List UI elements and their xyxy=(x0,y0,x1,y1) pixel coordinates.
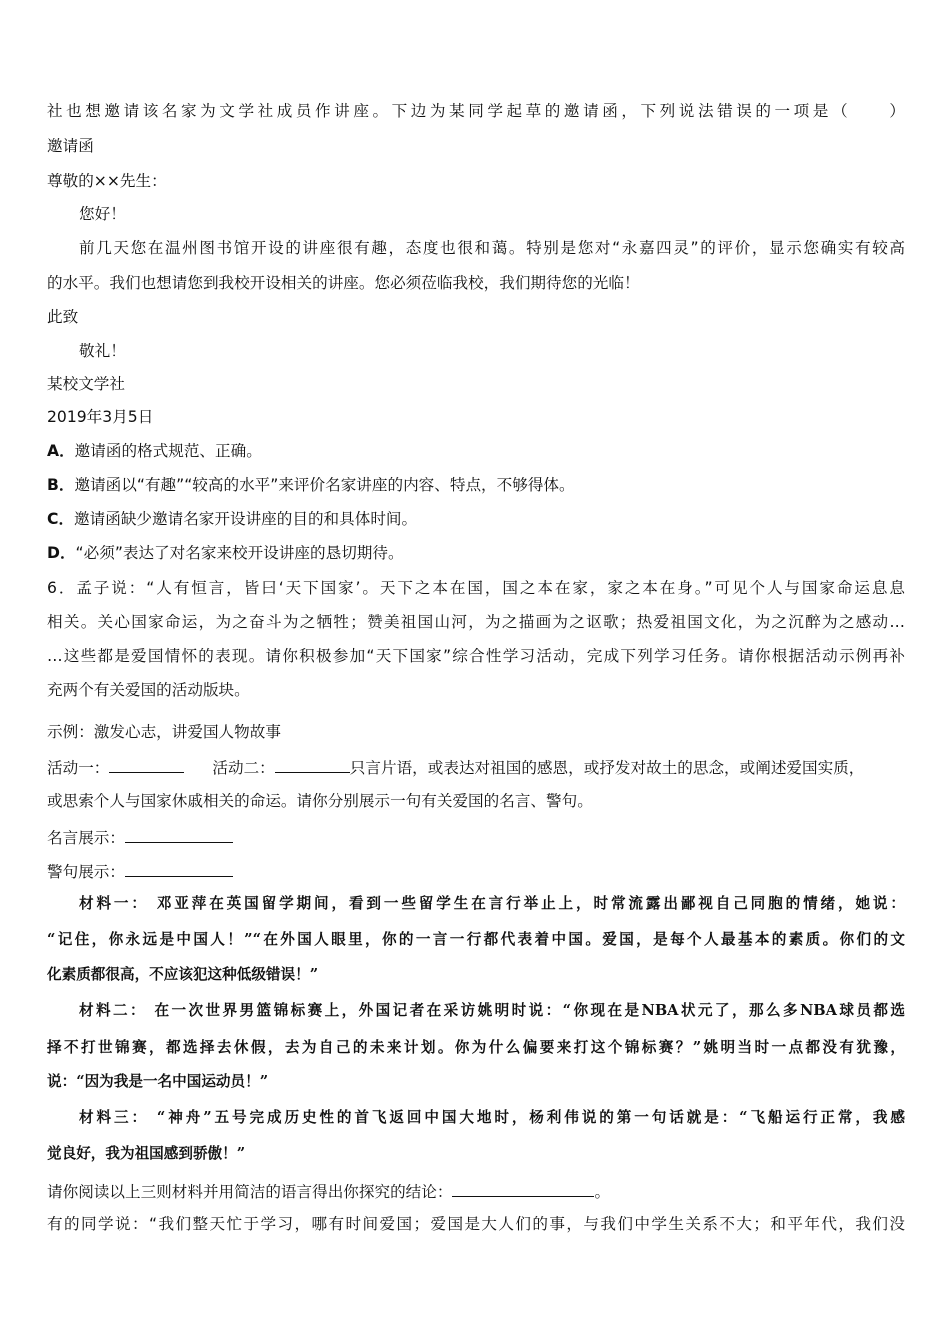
activity-1-blank[interactable] xyxy=(109,756,184,773)
option-c xyxy=(47,509,905,529)
letter-date: 2019年3月5日 xyxy=(47,408,154,426)
warning-row xyxy=(47,860,905,882)
letter-title: 邀请函 xyxy=(47,137,94,155)
conclusion-end: 。 xyxy=(594,1183,611,1201)
option-a xyxy=(47,441,905,461)
option-text: “必须”表达了对名家来校开设讲座的恳切期待。 xyxy=(75,544,404,562)
material-2-line-2: 择不打世锦赛，都选择去休假，去为自己的未来计划。你为什么偏要来打这个锦标赛？”姚明当时一点都没有犹豫， xyxy=(47,1039,905,1056)
material-2-line-1: 材料二： 在一次世界男篮锦标赛上，外国记者在采访姚明时说：“你现在是NBA状元了，那么多NBA球员都选 xyxy=(79,1002,905,1019)
q6-line-2: 相关。关心国家命运，为之奋斗为之牺牲；赞美祖国山河，为之描画为之讴歌；热爱祖国文化，为之沉醉为之感动… xyxy=(47,613,905,631)
letter-salutation: 尊敬的××先生： xyxy=(47,172,167,190)
material-3-line-2: 觉良好，我为祖国感到骄傲！” xyxy=(47,1145,246,1162)
option-letter: A． xyxy=(47,442,75,460)
option-b xyxy=(47,475,905,495)
letter-signature: 某校文学社 xyxy=(47,375,125,393)
material-1-line-2: “记住，你永远是中国人！”“在外国人眼里，你的一言一行都代表着中国。爱国，是每个人最基本的素质。你们的文 xyxy=(47,931,905,948)
warning-blank[interactable] xyxy=(125,860,233,877)
q6-example: 示例：激发心志，讲爱国人物故事 xyxy=(47,723,281,741)
quote-row xyxy=(47,826,905,848)
conclusion-row xyxy=(47,1180,905,1202)
option-d xyxy=(47,543,905,563)
activity-text: 只言片语，或表达对祖国的感恩，或抒发对故土的思念，或阐述爱国实质， xyxy=(349,759,865,777)
activity-1-label: 活动一： xyxy=(47,759,110,777)
last-line: 有的同学说：“我们整天忙于学习，哪有时间爱国；爱国是大人们的事，与我们中学生关系不大；和平年代，我们没 xyxy=(47,1215,905,1233)
material-1-line-1: 材料一： 邓亚萍在英国留学期间，看到一些留学生在言行举止上，时常流露出鄙视自己同胞的情绪，她说： xyxy=(79,895,905,912)
activity-2-blank[interactable] xyxy=(275,756,350,773)
conclusion-blank[interactable] xyxy=(452,1180,594,1197)
letter-body-2: 的水平。我们也想请您到我校开设相关的讲座。您必须莅临我校，我们期待您的光临！ xyxy=(47,274,640,292)
letter-body-1: 前几天您在温州图书馆开设的讲座很有趣，态度也很和蔼。特别是您对“永嘉四灵”的评价，显示您确实有较高 xyxy=(79,239,905,257)
option-text: 邀请函的格式规范、正确。 xyxy=(74,442,262,460)
option-text: 邀请函以“有趣”“较高的水平”来评价名家讲座的内容、特点，不够得体。 xyxy=(74,476,575,494)
q6-activities xyxy=(47,756,905,778)
material-3-line-1: 材料三： “神舟”五号完成历史性的首飞返回中国大地时，杨利伟说的第一句话就是：“飞船运行正常，我感 xyxy=(79,1109,905,1126)
material-2-line-3: 说：“因为我是一名中国运动员！” xyxy=(47,1073,269,1090)
quote-label: 名言展示： xyxy=(47,829,125,847)
question-intro: 社也想邀请该名家为文学社成员作讲座。下边为某同学起草的邀请函，下列说法错误的一项是（ ） xyxy=(47,102,905,120)
q6-line-3: …这些都是爱国情怀的表现。请你积极参加“天下国家”综合性学习活动，完成下列学习任务。请你根据活动示例再补 xyxy=(47,647,905,665)
conclusion-prompt: 请你阅读以上三则材料并用简洁的语言得出你探究的结论： xyxy=(47,1183,453,1201)
letter-closing-2: 敬礼！ xyxy=(79,342,126,360)
activity-2-label: 活动二： xyxy=(212,759,275,777)
material-1-line-3: 化素质都很高，不应该犯这种低级错误！” xyxy=(47,966,319,983)
q6-line-4: 充两个有关爱国的活动版块。 xyxy=(47,681,250,699)
q6-activity-line-2: 或思索个人与国家休戚相关的命运。请你分别展示一句有关爱国的名言、警句。 xyxy=(47,792,593,810)
option-letter: B． xyxy=(47,476,75,494)
letter-closing-1: 此致 xyxy=(47,308,79,326)
letter-greeting: 您好！ xyxy=(79,205,126,223)
option-letter: C． xyxy=(47,510,75,528)
option-letter: D． xyxy=(47,544,76,562)
quote-blank[interactable] xyxy=(125,826,233,843)
q6-line-1: 6．孟子说：“人有恒言，皆曰‘天下国家’。天下之本在国，国之本在家，家之本在身。”可见个人与国家命运息息 xyxy=(47,579,905,597)
option-text: 邀请函缺少邀请名家开设讲座的目的和具体时间。 xyxy=(74,510,418,528)
warning-label: 警句展示： xyxy=(47,863,125,881)
